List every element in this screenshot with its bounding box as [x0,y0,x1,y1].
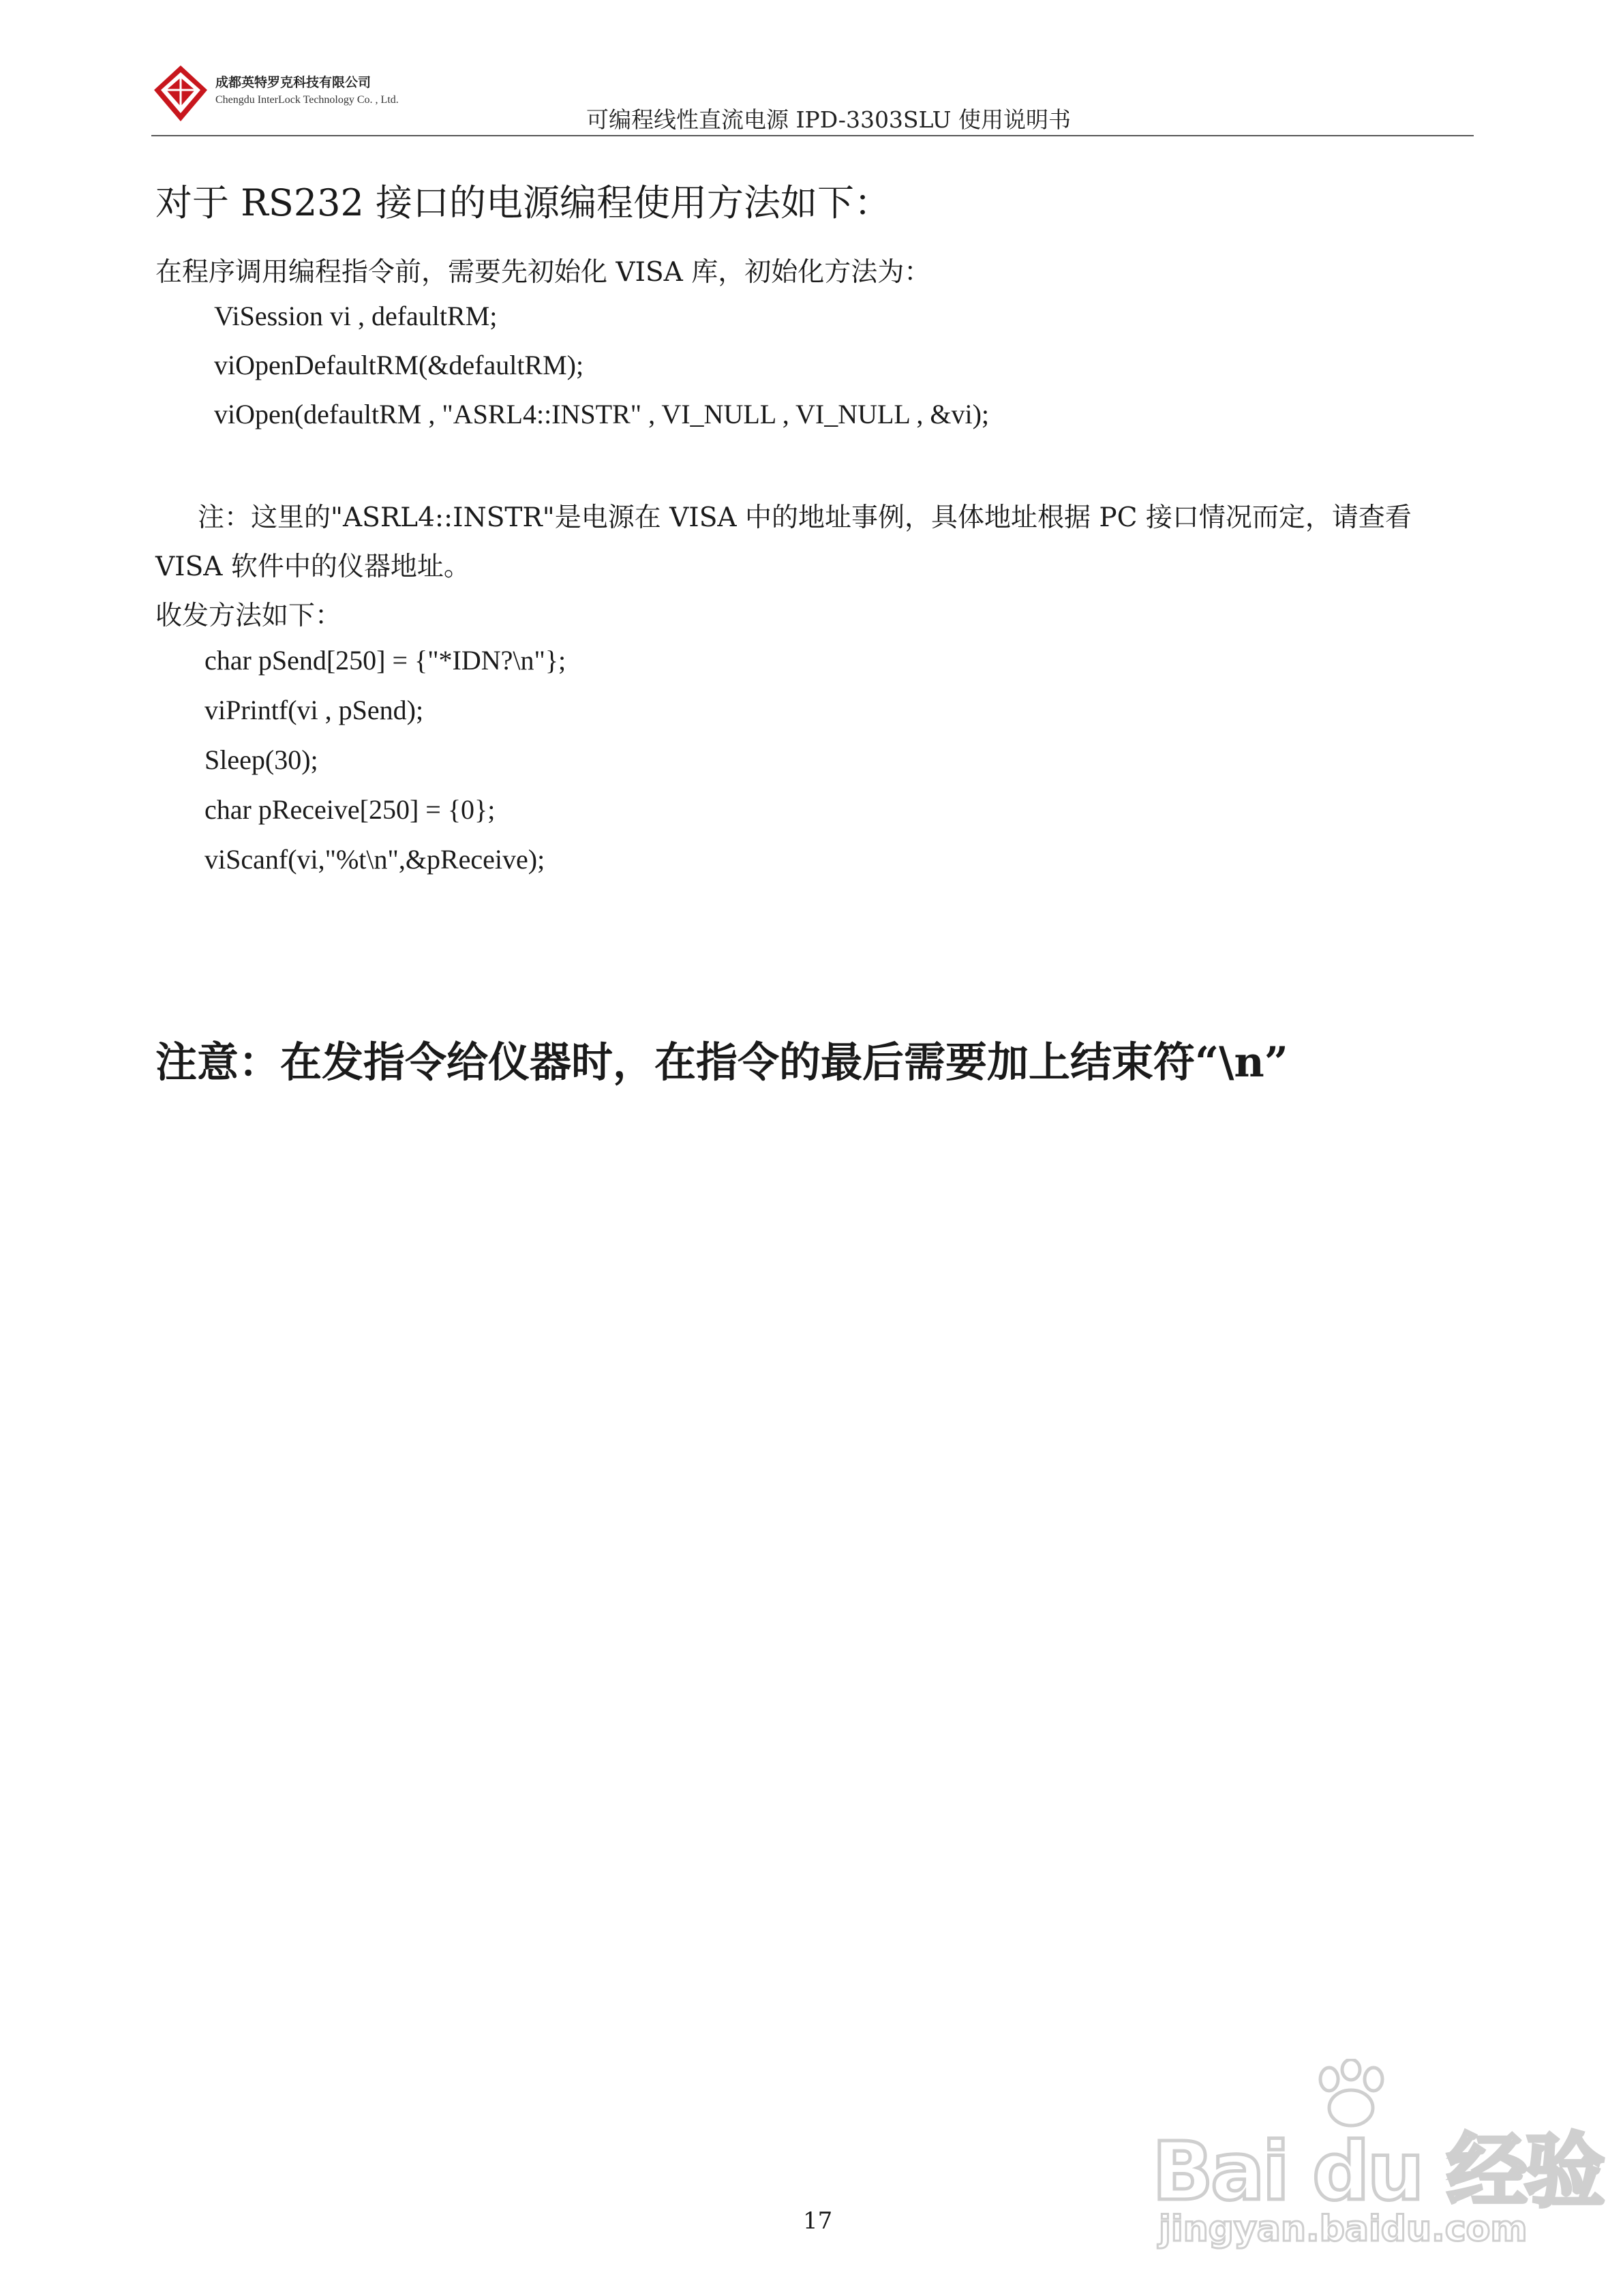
document-title: 可编程线性直流电源 IPD-3303SLU 使用说明书 [586,106,1071,133]
send-code-line: char pSend[250] = {"*IDN?\n"}; [204,645,566,676]
send-code-line: char pReceive[250] = {0}; [204,794,496,825]
section-heading: 对于 RS232 接口的电源编程使用方法如下： [155,181,892,224]
send-code-line: viScanf(vi,"%t\n",&pReceive); [204,844,545,875]
init-code-line: viOpenDefaultRM(&defaultRM); [214,350,584,380]
baidu-watermark [1152,2059,1603,2263]
company-name-en: Chengdu InterLock Technology Co. , Ltd. [215,94,399,106]
diamond-logo-icon [151,63,210,124]
init-intro-text: 在程序调用编程指令前，需要先初始化 VISA 库，初始化方法为： [155,257,931,288]
init-code-line: viOpen(defaultRM , "ASRL4::INSTR" , VI_NULL , VI_NULL , &vi); [214,399,990,429]
init-code-line: ViSession vi , defaultRM; [214,301,498,331]
header-divider [151,135,1474,136]
warning-text: 注意：在发指令给仪器时，在指令的最后需要加上结束符“\n” [155,1038,1288,1087]
company-name-cn: 成都英特罗克科技有限公司 [215,75,371,90]
page-number: 17 [803,2207,833,2235]
send-intro-text: 收发方法如下： [155,601,342,631]
send-code-line: viPrintf(vi , pSend); [204,695,424,725]
watermark-url: jingyan.baidu.com [1159,2209,1528,2250]
note-text: 注：这里的"ASRL4::INSTR"是电源在 VISA 中的地址事例，具体地址根据 PC 接口情况而定，请查看 [198,502,1412,533]
watermark-brand: Bai du 经验 [1152,2124,1603,2218]
send-code-line: Sleep(30); [204,744,318,775]
note-text-continued: VISA 软件中的仪器地址。 [155,552,470,582]
company-logo [151,63,431,131]
